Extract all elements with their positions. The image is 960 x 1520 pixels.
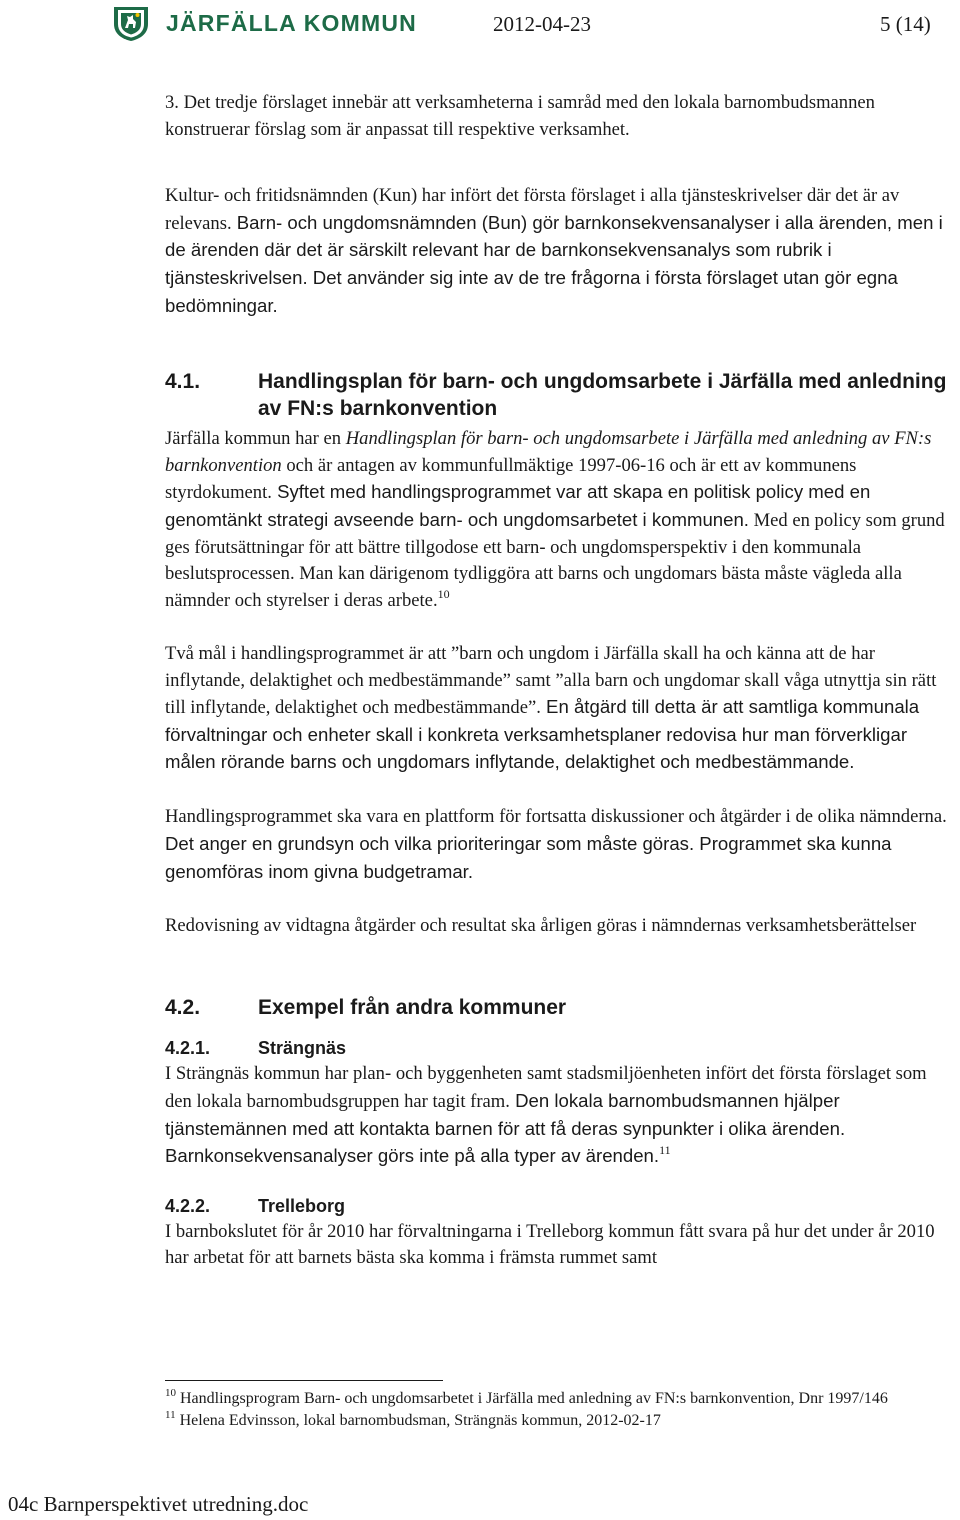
jarfalla-crest-icon — [112, 4, 150, 42]
footnotes — [165, 1388, 958, 1432]
heading-4-2-2 — [165, 1193, 958, 1219]
heading-text: Strängnäs — [258, 1038, 347, 1059]
heading-4-2 — [165, 994, 958, 1021]
page-number: 5 (14) — [880, 12, 931, 36]
heading-number: 4.2.1. — [165, 1038, 211, 1059]
heading-4-2-1 — [165, 1035, 958, 1061]
heading-number: 4.2.2. — [165, 1195, 211, 1216]
heading-text: Trelleborg — [258, 1195, 346, 1216]
footnote-ref-10: 10 — [437, 586, 450, 601]
paragraph-action-plan: Järfälla kommun har en Handlingsplan för barn- och ungdomsarbete i Järfälla med anledning av FN:s barnkonvention och är antagen av kommunfullmäktige 1997-06-16 och är ett av kommunens styrdokument. Syftet med handlingsprogrammet var att skapa en politisk policy med en genomtänkt strategi avseende barn- och ungdomsarbetet i kommunen. Med en policy som grund ges förutsättningar för att bättre tillgodose ett barn- och ungdomsperspektiv i den kommunala beslutsprocessen. Man kan därigenom tydliggöra att barns och ungdomars bästa måste vägleda alla nämnder och styrelser i deras arbete.$^{10}$ — [165, 428, 945, 611]
document-body — [165, 90, 958, 1272]
heading-number: 4.1. — [165, 370, 201, 394]
footnote-10: $^{10}$ Handlingsprogram Barn- och ungdomsarbetet i Järfälla med anledning av FN:s barnkonvention, Dnr 1997/146 — [165, 1387, 888, 1407]
footnote-11: $^{11}$ Helena Edvinsson, lokal barnombudsman, Strängnäs kommun, 2012-02-17 — [165, 1409, 661, 1429]
paragraph-two-goals: Två mål i handlingsprogrammet är att ”barn och ungdom i Järfälla skall ha och känna att de har inflytande, delaktighet och medbestämmande” samt ”alla barn och ungdomar skall våga utnyttja sin rätt till inflytande, delaktighet och medbestämmande”. En åtgärd till detta är att samtliga kommunala förvaltningar och enheter skall i konkreta verksamhetsplaner redovisa hur man förverkligar målen rörande barns och ungdomars inflytande, delaktighet och medbestämmande. — [165, 642, 937, 773]
footnote-separator — [165, 1380, 443, 1381]
paragraph-trelleborg: I barnbokslutet för år 2010 har förvaltningarna i Trelleborg kommun fått svara på hur det under år 2010 har arbetat för att barnets bästa ska komma i främsta rummet samt — [165, 1220, 935, 1269]
paragraph-kun-bun: Kultur- och fritidsnämnden (Kun) har infört det första förslaget i alla tjänsteskrivelser där det är av relevans. Barn- och ungdomsnämnden (Bun) gör barnkonsekvensanalyser i alla ärenden, men i de ärenden där det är särskilt relevant har de barnkonsekvensanalys som rubrik i tjänsteskrivelsen. Det använder sig inte av de tre frågorna i första förslaget utan gör egna bedömningar. — [165, 185, 943, 316]
footnote-ref-11: 11 — [659, 1143, 671, 1158]
heading-text: Handlingsplan för barn- och ungdomsarbete i Järfälla med anledning av FN:s barnkonvention — [258, 370, 947, 421]
document-title-italic: Handlingsplan för barn- och ungdomsarbete i Järfälla med anledning av FN:s barnkonvention — [165, 428, 932, 476]
paragraph-platform: Handlingsprogrammet ska vara en plattform för fortsatta diskussioner och åtgärder i de olika nämnderna. Det anger en grundsyn och vilka prioriteringar som måste göras. Programmet ska kunna genomföras inom givna budgetramar. — [165, 806, 947, 882]
heading-number: 4.2. — [165, 996, 201, 1020]
organization-name: JÄRFÄLLA KOMMUN — [166, 10, 417, 36]
heading-text: Exempel från andra kommuner — [258, 996, 567, 1020]
heading-4-1 — [165, 368, 958, 422]
paragraph-reporting: Redovisning av vidtagna åtgärder och resultat ska årligen göras i nämndernas verksamhetsberättelser — [165, 914, 917, 936]
document-date: 2012-04-23 — [493, 12, 591, 36]
paragraph-strangnas: I Strängnäs kommun har plan- och byggenheten samt stadsmiljöenheten infört det första förslaget som den lokala barnombudsgruppen har tagit fram. Den lokala barnombudsmannen hjälper tjänstemännen med att kontakta barnen för att få deras synpunkter i olika ärenden. Barnkonsekvensanalyser görs inte på alla typer av ärenden.$^{11}$ — [165, 1063, 927, 1167]
page-header — [0, 0, 960, 56]
paragraph-third-proposal: 3. Det tredje förslaget innebär att verksamheterna i samråd med den lokala barnombudsmannen konstruerar förslag som är anpassat till respektive verksamhet. — [165, 92, 875, 140]
document-filename: 04c Barnperspektivet utredning.doc — [8, 1492, 309, 1516]
